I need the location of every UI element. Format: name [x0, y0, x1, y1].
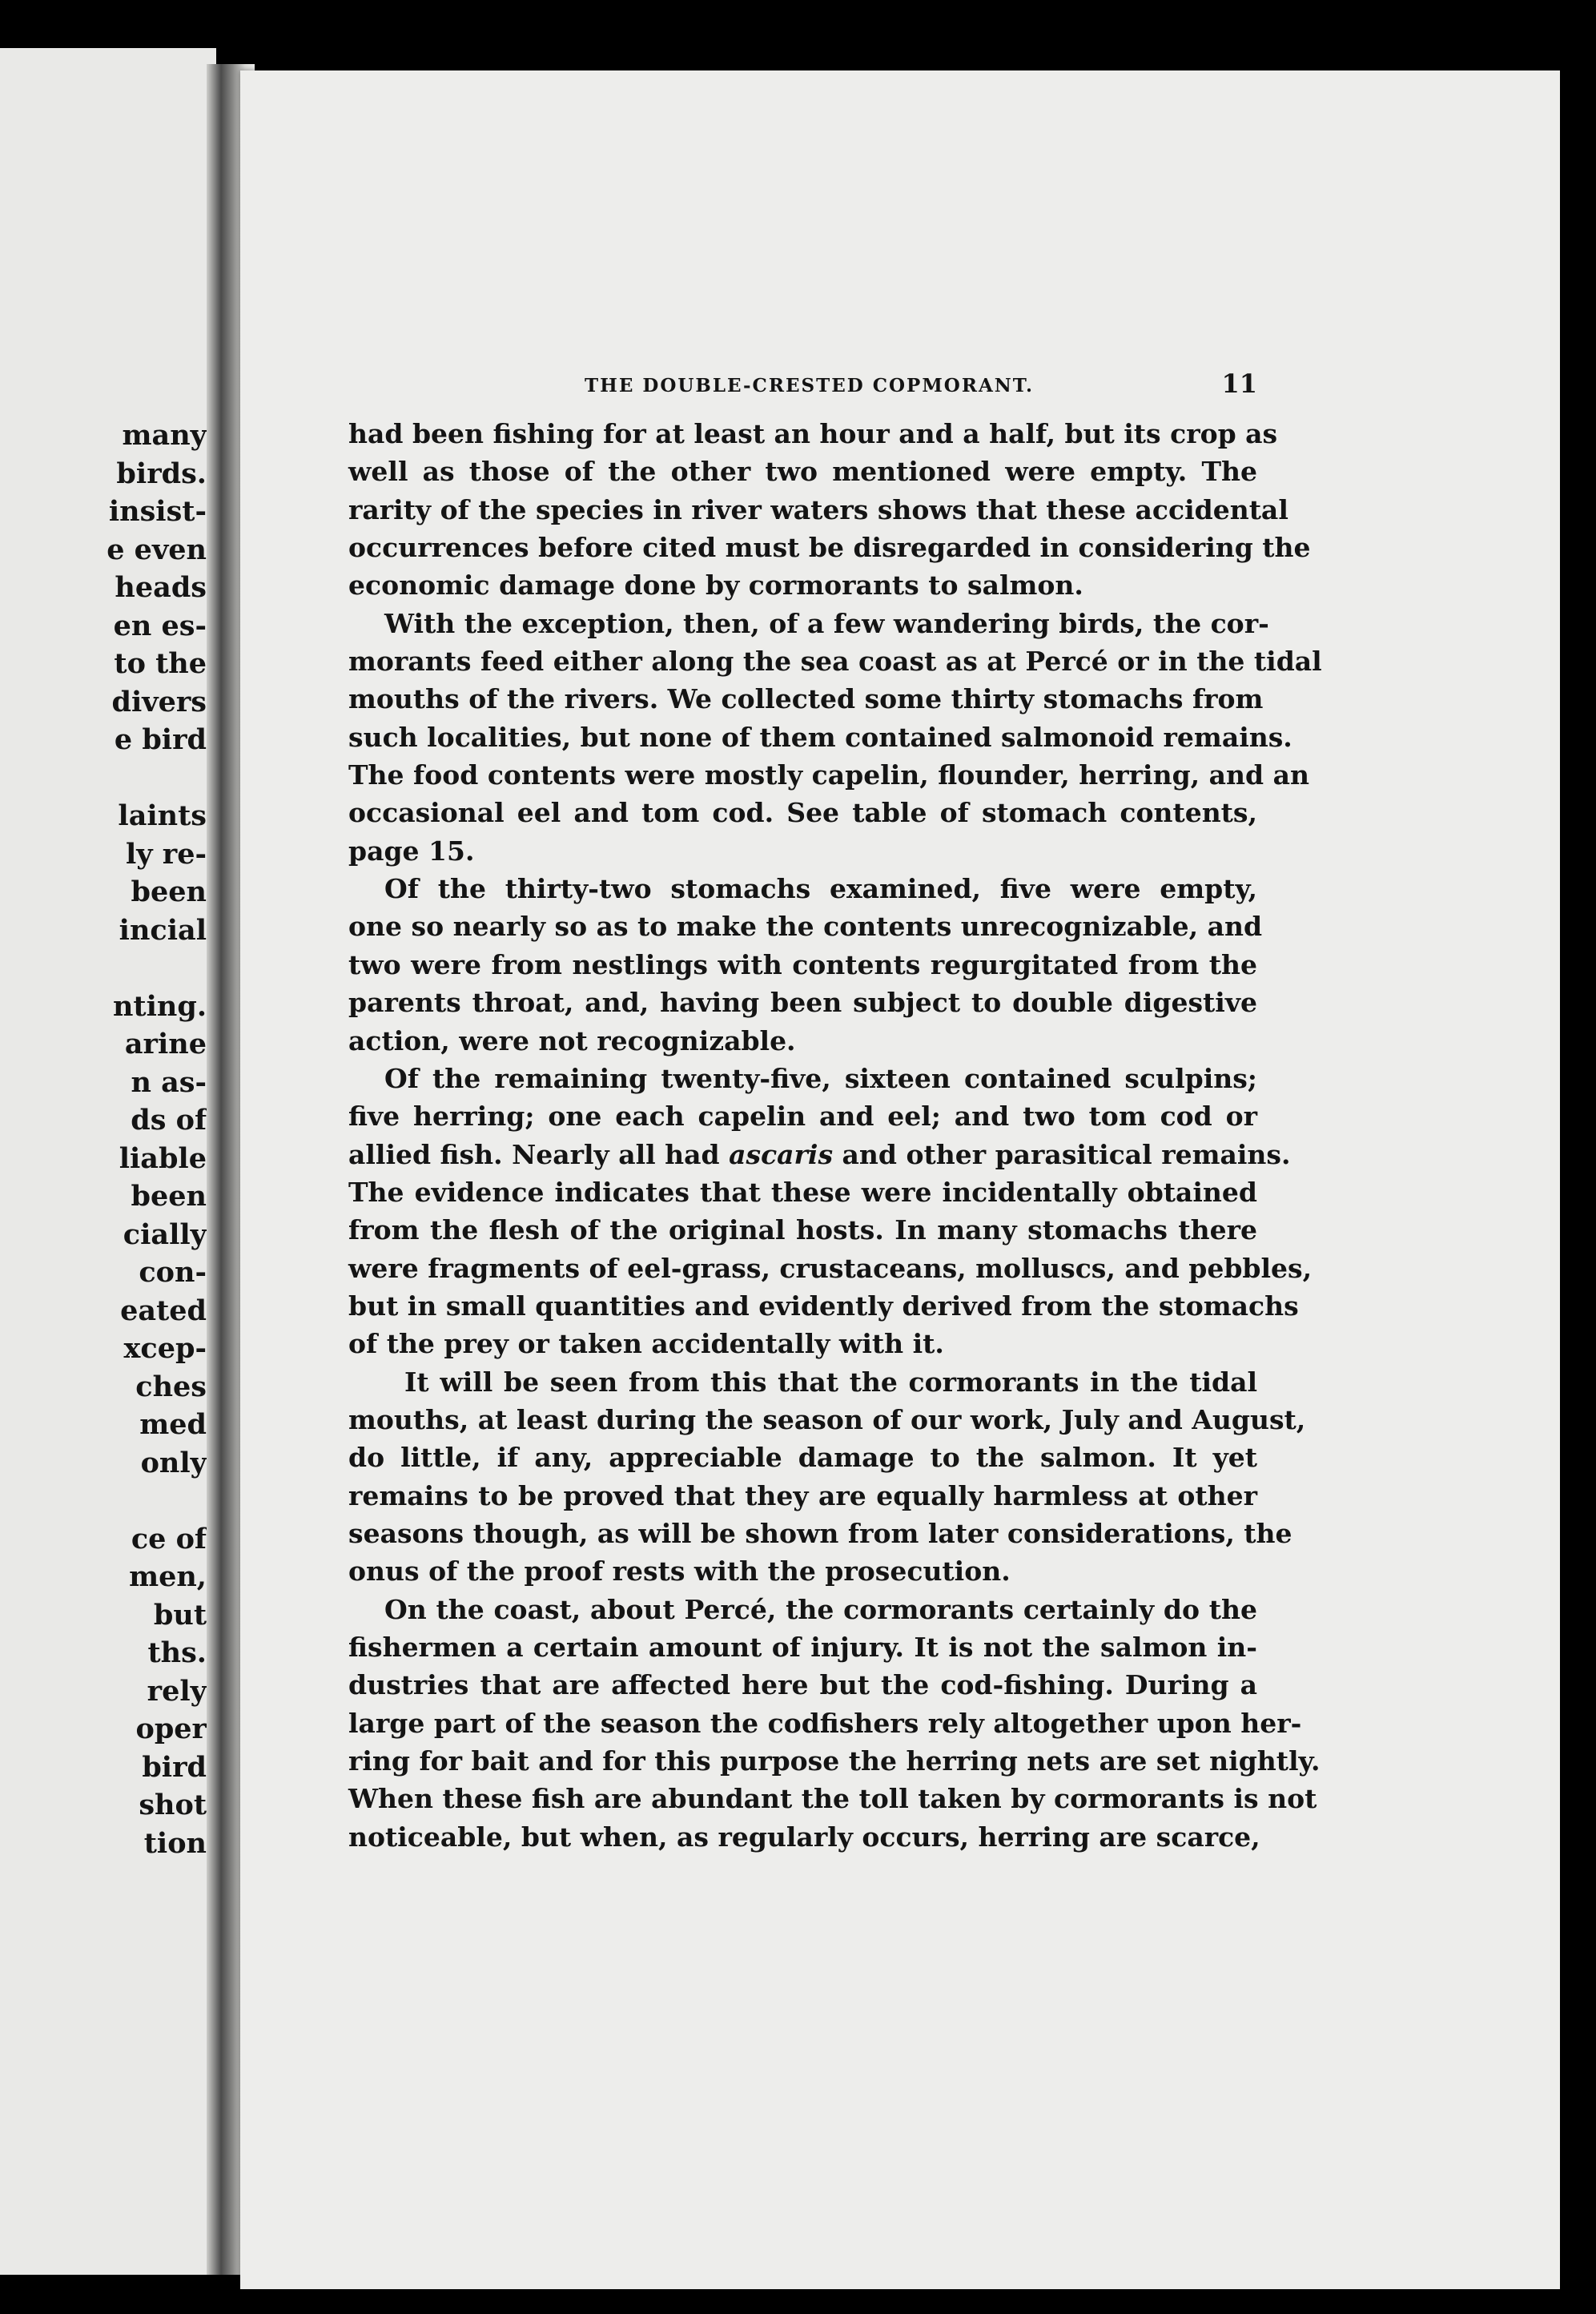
- facing-line: ce of: [131, 1522, 207, 1555]
- text-line: With the exception, then, of a few wandering birds, the cor-: [384, 607, 1269, 639]
- text-line: remains to be proved that they are equally harmless at other: [348, 1479, 1257, 1511]
- facing-line: ths.: [147, 1636, 207, 1669]
- facing-line: n as-: [131, 1065, 207, 1099]
- italic-term: ascaris: [729, 1138, 834, 1170]
- facing-line: birds.: [116, 457, 207, 490]
- facing-line: divers: [111, 685, 207, 718]
- facing-line: en es-: [113, 609, 207, 642]
- facing-line: bird: [142, 1750, 207, 1784]
- book-page: [240, 70, 1560, 2289]
- text-line: The food contents were mostly capelin, flounder, herring, and an: [348, 759, 1309, 791]
- facing-line: laints: [118, 799, 207, 832]
- facing-line: eated: [120, 1294, 207, 1327]
- facing-line: cially: [123, 1217, 207, 1251]
- text-line: rarity of the species in river waters shows that these accidental: [348, 493, 1288, 525]
- text-line: seasons though, as will be shown from later considerations, the: [348, 1517, 1292, 1549]
- facing-line: incial: [119, 913, 207, 947]
- text-line: mouths of the rivers. We collected some thirty stomachs from: [348, 683, 1264, 715]
- page-number: 11: [1221, 368, 1257, 399]
- text-line: parents throat, and, having been subject to double digestive: [348, 987, 1257, 1019]
- text-line: The evidence indicates that these were incidentally obtained: [348, 1176, 1257, 1208]
- facing-line: [0, 1482, 207, 1520]
- facing-line: shot: [139, 1789, 207, 1821]
- facing-line: rely: [147, 1674, 207, 1708]
- text-line: action, were not recognizable.: [348, 1024, 796, 1056]
- facing-line: e bird: [114, 723, 207, 756]
- text-line: occurrences before cited must be disregarded in considering the: [348, 532, 1311, 564]
- text-line: one so nearly so as to make the contents unrecognizable, and: [348, 911, 1263, 943]
- facing-line: insist-: [108, 495, 207, 528]
- text-line: When these fish are abundant the toll taken by cormorants is not: [348, 1783, 1317, 1815]
- facing-line: nting.: [112, 989, 207, 1023]
- facing-line: tion: [143, 1826, 207, 1860]
- facing-line: heads: [115, 571, 207, 604]
- text-line: occasional eel and tom cod. See table of stomach contents,: [348, 797, 1257, 829]
- text-line: Of the remaining twenty-five, sixteen contained sculpins;: [384, 1062, 1257, 1094]
- text-line: It will be seen from this that the cormorants in the tidal: [404, 1366, 1257, 1398]
- facing-line: [0, 759, 207, 798]
- facing-line: only: [140, 1446, 207, 1479]
- text-line: had been fishing for at least an hour and a half, but its crop as: [348, 418, 1278, 449]
- facing-line: men,: [129, 1560, 207, 1593]
- facing-line: been: [131, 875, 207, 908]
- facing-line: med: [139, 1408, 207, 1441]
- text-line: mouths, at least during the season of our work, July and August,: [348, 1403, 1306, 1435]
- facing-page-fragment: [0, 48, 216, 2275]
- facing-line: ly re-: [125, 837, 207, 871]
- facing-line: ches: [135, 1370, 207, 1403]
- text-line: allied fish. Nearly all had ascaris and other parasitical remains.: [348, 1138, 1291, 1170]
- text-line: ring for bait and for this purpose the herring nets are set nightly.: [348, 1745, 1321, 1777]
- facing-line: but: [153, 1598, 207, 1632]
- text-line: Of the thirty-two stomachs examined, five were empty,: [384, 873, 1257, 905]
- text-line: five herring; one each capelin and eel; and two tom cod or: [348, 1101, 1257, 1133]
- text-line: On the coast, about Percé, the cormorants certainly do the: [384, 1593, 1257, 1625]
- facing-line: xcep-: [123, 1332, 207, 1365]
- text-line: fishermen a certain amount of injury. It is not the salmon in-: [348, 1632, 1257, 1663]
- facing-line: [0, 949, 207, 988]
- text-line: noticeable, but when, as regularly occurs, herring are scarce,: [348, 1821, 1260, 1853]
- facing-line: many: [122, 419, 207, 452]
- text-line: but in small quantities and evidently derived from the stomachs: [348, 1290, 1299, 1322]
- text-line: economic damage done by cormorants to salmon.: [348, 569, 1083, 602]
- facing-line: oper: [135, 1712, 207, 1745]
- text-line: from the flesh of the original hosts. In many stomachs there: [348, 1214, 1257, 1246]
- text-line: page 15.: [348, 835, 475, 867]
- text-line: morants feed either along the sea coast as at Percé or in the tidal: [348, 646, 1322, 678]
- text-line: well as those of the other two mentioned were empty. The: [348, 456, 1257, 488]
- facing-line: liable: [119, 1141, 207, 1175]
- facing-line: to the: [114, 647, 207, 680]
- text-line: were fragments of eel-grass, crustaceans, molluscs, and pebbles,: [348, 1252, 1313, 1284]
- facing-page-text: [0, 417, 207, 1862]
- text-line: two were from nestlings with contents regurgitated from the: [348, 948, 1257, 980]
- text-line: large part of the season the codfishers rely altogether upon her-: [348, 1707, 1302, 1739]
- running-head: [348, 368, 1257, 400]
- text-line: dustries that are affected here but the cod-fishing. During a: [348, 1669, 1257, 1701]
- facing-line: arine: [124, 1028, 207, 1060]
- facing-line: ds of: [131, 1104, 207, 1137]
- text-line: do little, if any, appreciable damage to the salmon. It yet: [348, 1442, 1257, 1474]
- text-line: of the prey or taken accidentally with it.: [348, 1328, 944, 1360]
- facing-line: been: [131, 1180, 207, 1213]
- text-line: such localities, but none of them contained salmonoid remains.: [348, 721, 1292, 753]
- facing-line: e even: [107, 533, 207, 566]
- facing-line: con-: [139, 1256, 207, 1289]
- page-body: [348, 415, 1322, 1856]
- text-line: onus of the proof rests with the prosecution.: [348, 1555, 1011, 1588]
- running-title: THE DOUBLE-CRESTED COPMORANT.: [585, 375, 1034, 396]
